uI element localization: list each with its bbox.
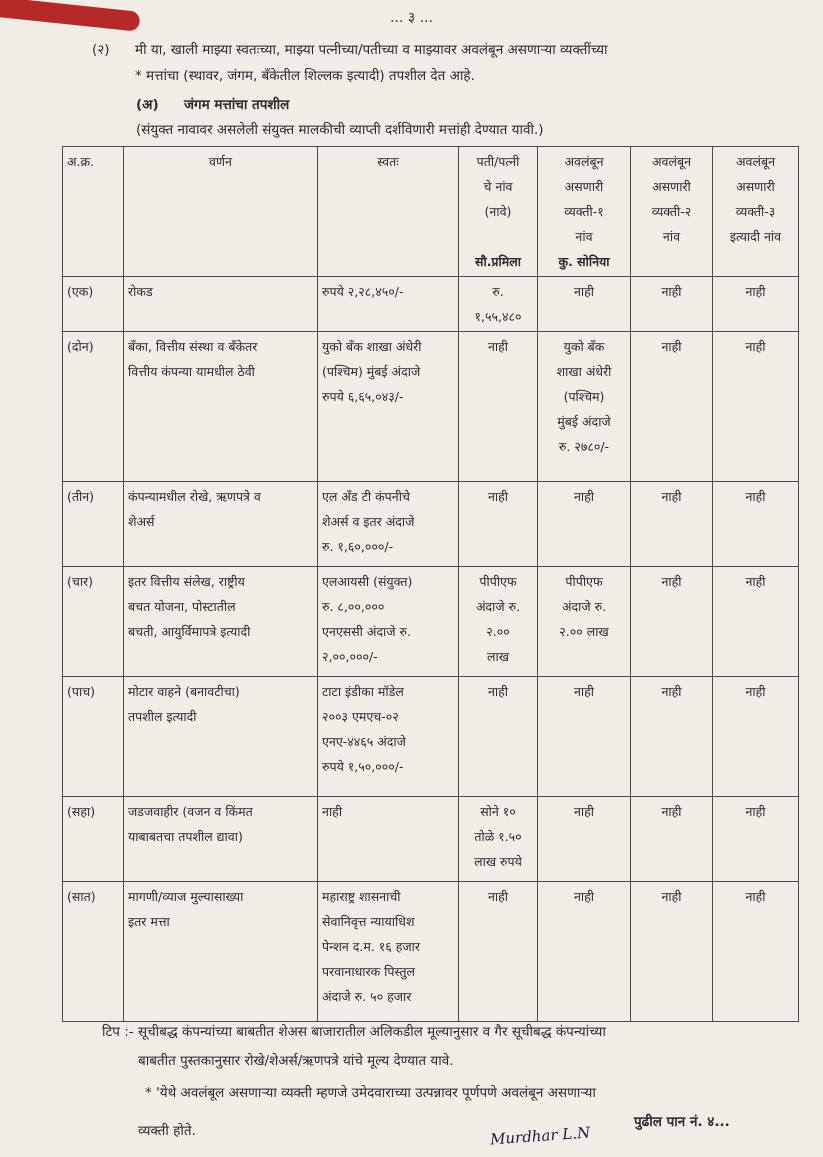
cell-description-line: तपशील इत्यादी bbox=[128, 709, 197, 724]
cell-dependent-3 bbox=[713, 567, 799, 677]
intro-line-1: मी या, खाली माझ्या स्वतःच्या, माझ्या पत्नीच्या/पतीच्या व माझ्यावर अवलंबून असणाऱ्या व्यक्तींच्या bbox=[135, 42, 608, 58]
cell-spouse-line: लाख रुपये bbox=[474, 854, 522, 869]
cell-self-line: एल अँड टी कंपनीचे bbox=[322, 489, 410, 504]
cell-self-line: नाही bbox=[322, 804, 343, 819]
cell-dependent-1-line: मुंबई अंदाजे bbox=[557, 414, 611, 429]
table-row bbox=[63, 332, 799, 482]
cell-dependent-1-line: नाही bbox=[573, 284, 595, 299]
cell-dependent-3-line: नाही bbox=[745, 339, 766, 354]
cell-self-line: एनए-४४६५ अंदाजे bbox=[322, 734, 406, 749]
table-row bbox=[63, 482, 799, 567]
cell-dependent-3-line: नाही bbox=[745, 284, 766, 299]
next-page-label: पुढील पान नं. ४... bbox=[634, 1114, 730, 1130]
cell-sr: (एक) bbox=[63, 277, 124, 332]
cell-dependent-1 bbox=[538, 332, 631, 482]
cell-dependent-2-line: नाही bbox=[661, 684, 682, 699]
table-row bbox=[63, 677, 799, 797]
cell-dependent-2 bbox=[631, 882, 713, 1022]
cell-dependent-1-line: अंदाजे रु. bbox=[561, 599, 607, 614]
cell-sr: (सहा) bbox=[63, 797, 124, 882]
header-dep3-line: इत्यादी नांव bbox=[729, 229, 782, 244]
cell-description-line: मागणी/व्याज मुल्यासाख्या bbox=[128, 889, 244, 904]
cell-dependent-3 bbox=[713, 882, 799, 1022]
cell-description bbox=[124, 677, 318, 797]
header-dep2-line: असणारी bbox=[652, 179, 691, 194]
cell-dependent-3-line: नाही bbox=[745, 804, 766, 819]
header-self: स्वतः bbox=[318, 147, 459, 277]
cell-dependent-2-line: नाही bbox=[661, 489, 682, 504]
cell-dependent-2 bbox=[631, 567, 713, 677]
header-description: वर्णन bbox=[124, 147, 318, 277]
table-row bbox=[63, 797, 799, 882]
cell-dependent-2 bbox=[631, 677, 713, 797]
header-dep3-line: असणारी bbox=[736, 179, 775, 194]
cell-spouse bbox=[459, 797, 538, 882]
cell-description-line: याबाबतचा तपशील द्यावा) bbox=[128, 829, 243, 844]
cell-description-line: वित्तीय कंपन्या यामधील ठेवी bbox=[128, 364, 255, 379]
cell-self-line: २,००,०००/- bbox=[322, 649, 378, 664]
cell-spouse-line: पीपीएफ bbox=[479, 574, 517, 589]
cell-spouse-line: २.०० bbox=[486, 624, 510, 639]
footer-note-line-1: * 'येथे अवलंबूल असणाऱ्या व्यक्ती म्हणजे उमेदवाराच्या उत्पन्नावर पूर्णपणे अवलंबून असणाऱ्या bbox=[145, 1085, 596, 1101]
movable-assets-table bbox=[62, 146, 799, 1022]
cell-dependent-3 bbox=[713, 277, 799, 332]
cell-description-line: रोकड bbox=[128, 284, 153, 299]
page-number: ... ३ ... bbox=[390, 10, 433, 26]
cell-self bbox=[318, 482, 459, 567]
cell-description-line: शेअर्स bbox=[128, 514, 155, 529]
header-dep3-line: व्यक्ती-३ bbox=[735, 204, 776, 219]
cell-dependent-1-line: नाही bbox=[573, 489, 595, 504]
cell-dependent-3-line: नाही bbox=[745, 574, 766, 589]
cell-dependent-3-line: नाही bbox=[745, 489, 766, 504]
cell-dependent-3 bbox=[713, 482, 799, 567]
cell-dependent-1 bbox=[538, 882, 631, 1022]
cell-self-line: एनएससी अंदाजे रु. bbox=[322, 624, 411, 639]
cell-sr: (सात) bbox=[63, 882, 124, 1022]
cell-self-line: (पश्चिम) मुंबई अंदाजे bbox=[322, 364, 421, 379]
cell-dependent-1-line: नाही bbox=[573, 684, 595, 699]
cell-description bbox=[124, 482, 318, 567]
intro-line-2: * मत्तांचा (स्थावर, जंगम, बँकेतील शिल्लक इत्यादी) तपशील देत आहे. bbox=[135, 68, 475, 84]
cell-spouse bbox=[459, 277, 538, 332]
cell-dependent-3 bbox=[713, 677, 799, 797]
header-spouse-line: चे नांव bbox=[483, 179, 513, 194]
header-dep1-line: असणारी bbox=[564, 179, 604, 194]
cell-sr: (चार) bbox=[63, 567, 124, 677]
cell-self-line: टाटा इंडीका मॉडेल bbox=[322, 684, 404, 699]
cell-spouse bbox=[459, 567, 538, 677]
cell-dependent-3 bbox=[713, 332, 799, 482]
cell-self-line: महाराष्ट्र शासनाची bbox=[322, 889, 401, 904]
cell-self-line: रु. १,६०,०००/- bbox=[322, 539, 394, 554]
cell-description-line: बचती, आयुर्विमापत्रे इत्यादी bbox=[128, 624, 251, 639]
cell-dependent-1 bbox=[538, 567, 631, 677]
cell-dependent-2-line: नाही bbox=[661, 339, 682, 354]
cell-description bbox=[124, 797, 318, 882]
cell-description bbox=[124, 277, 318, 332]
signature: Murdhar L.N bbox=[489, 1123, 591, 1149]
cell-spouse-line: नाही bbox=[487, 889, 509, 904]
cell-sr: (पाच) bbox=[63, 677, 124, 797]
header-dependent-2 bbox=[631, 147, 713, 277]
cell-description-line: कंपन्यामधील रोखे, ऋणपत्रे व bbox=[128, 489, 261, 504]
cell-spouse-line: तोळे १.५० bbox=[474, 829, 522, 844]
footer-tip-line-1: टिप :- सूचीबद्ध कंपन्यांच्या बाबतीत शेअस बाजारातील अलिकडील मूल्यानुसार व गैर सूचीबद्ध कंपन्यांच्या bbox=[102, 1024, 606, 1040]
header-dependent-3 bbox=[713, 147, 799, 277]
cell-description-line: मोटार वाहने (बनावटीचा) bbox=[128, 684, 240, 699]
header-dependent-1 bbox=[538, 147, 631, 277]
cell-dependent-1 bbox=[538, 677, 631, 797]
header-dep2-line: अवलंबून bbox=[651, 154, 692, 169]
cell-dependent-2 bbox=[631, 797, 713, 882]
cell-self bbox=[318, 567, 459, 677]
cell-description-line: इतर मत्ता bbox=[128, 914, 170, 929]
footer-note-line-2: व्यक्ती होते. bbox=[138, 1123, 196, 1139]
cell-spouse-line: नाही bbox=[487, 684, 509, 699]
cell-dependent-2-line: नाही bbox=[661, 889, 682, 904]
cell-dependent-2-line: नाही bbox=[661, 804, 682, 819]
intro-number: (२) bbox=[92, 42, 110, 58]
cell-description-line: बँका, वित्तीय संस्था व बँकेतर bbox=[128, 339, 258, 354]
cell-dependent-1-line: (पश्चिम) bbox=[563, 389, 605, 404]
cell-self bbox=[318, 332, 459, 482]
cell-self-line: एलआयसी (संयुक्त) bbox=[322, 574, 413, 589]
cell-self-line: शेअर्स व इतर अंदाजे bbox=[322, 514, 415, 529]
cell-description bbox=[124, 332, 318, 482]
cell-sr: (दोन) bbox=[63, 332, 124, 482]
cell-dependent-1-line: पीपीएफ bbox=[565, 574, 603, 589]
header-dep3-line: अवलंबून bbox=[735, 154, 776, 169]
cell-dependent-2-line: नाही bbox=[661, 574, 682, 589]
header-dep2-line: व्यक्ती-२ bbox=[651, 204, 692, 219]
cell-self-line: सेवानिवृत्त न्यायाधिश bbox=[322, 914, 415, 929]
cell-self-line: पेन्शन द.म. १६ हजार bbox=[322, 939, 421, 954]
cell-description-line: जडजवाहीर (वजन व किंमत bbox=[128, 804, 253, 819]
cell-spouse-line: नाही bbox=[487, 489, 509, 504]
cell-spouse bbox=[459, 882, 538, 1022]
header-dep1-line: नांव bbox=[575, 229, 593, 244]
cell-dependent-1-line: रु. २७८०/- bbox=[558, 439, 610, 454]
cell-dependent-1-line: शाखा अंधेरी bbox=[556, 364, 612, 379]
table-row bbox=[63, 882, 799, 1022]
cell-dependent-3-line: नाही bbox=[745, 684, 766, 699]
cell-self-line: रुपये ६,६५,०४३/- bbox=[322, 389, 404, 404]
cell-description bbox=[124, 882, 318, 1022]
cell-spouse bbox=[459, 332, 538, 482]
table-header-row bbox=[63, 147, 799, 277]
cell-description-line: बचत योजना, पोस्टातील bbox=[128, 599, 236, 614]
cell-self-line: २००३ एमएच-०२ bbox=[322, 709, 399, 724]
cell-spouse-line: लाख bbox=[487, 649, 509, 664]
table-row bbox=[63, 277, 799, 332]
cell-dependent-2 bbox=[631, 332, 713, 482]
header-dep1-line: अवलंबून bbox=[564, 154, 604, 169]
header-spouse-line: (नावे) bbox=[484, 204, 512, 219]
cell-spouse-line: नाही bbox=[487, 339, 509, 354]
cell-self bbox=[318, 882, 459, 1022]
header-sr: अ.क्र. bbox=[63, 147, 124, 277]
header-spouse bbox=[459, 147, 538, 277]
table-row bbox=[63, 567, 799, 677]
header-dep2-line: नांव bbox=[662, 229, 681, 244]
cell-dependent-1-line: युको बँक bbox=[563, 339, 605, 354]
section-note: (संयुक्त नावावर असलेली संयुक्त मालकीची व्याप्ती दर्शविणारी मत्तांही देण्यात यावी.) bbox=[136, 122, 544, 138]
cell-self-line: रु. ८,००,००० bbox=[322, 599, 385, 614]
cell-spouse-line: अंदाजे रु. bbox=[475, 599, 521, 614]
cell-self-line: अंदाजे रु. ५० हजार bbox=[322, 989, 412, 1004]
cell-self-line: रुपये २,२८,४५०/- bbox=[322, 284, 404, 299]
section-label: (अ) bbox=[136, 97, 159, 113]
cell-dependent-1-line: नाही bbox=[573, 889, 595, 904]
cell-dependent-1 bbox=[538, 277, 631, 332]
cell-self bbox=[318, 677, 459, 797]
header-spouse-name: सौ.प्रमिला bbox=[475, 254, 521, 269]
section-title: जंगम मत्तांचा तपशील bbox=[184, 97, 290, 113]
cell-self bbox=[318, 277, 459, 332]
cell-self-line: युको बँक शाखा अंधेरी bbox=[322, 339, 422, 354]
cell-dependent-1-line: नाही bbox=[573, 804, 595, 819]
footer-tip-line-2: बाबतीत पुस्तकानुसार रोखे/शेअर्स/ऋणपत्रे यांचे मूल्य देण्यात यावे. bbox=[138, 1053, 454, 1069]
cell-description bbox=[124, 567, 318, 677]
cell-dependent-2 bbox=[631, 482, 713, 567]
cell-description-line: इतर वित्तीय संलेख, राष्ट्रीय bbox=[128, 574, 245, 589]
cell-spouse bbox=[459, 677, 538, 797]
cell-spouse-line: रु. bbox=[492, 284, 504, 299]
header-spouse-line: पती/पत्नी bbox=[476, 154, 520, 169]
header-dep1-name: कु. सोनिया bbox=[558, 254, 610, 269]
cell-spouse bbox=[459, 482, 538, 567]
cell-dependent-1-line: २.०० लाख bbox=[559, 624, 609, 639]
cell-self-line: परवानाधारक पिस्तुल bbox=[322, 964, 415, 979]
cell-spouse-line: १,५५,४८० bbox=[474, 309, 522, 324]
cell-dependent-3-line: नाही bbox=[745, 889, 766, 904]
header-dep1-line: व्यक्ती-१ bbox=[564, 204, 604, 219]
cell-dependent-3 bbox=[713, 797, 799, 882]
cell-self bbox=[318, 797, 459, 882]
cell-self-line: रुपये १,५०,०००/- bbox=[322, 759, 404, 774]
cell-dependent-1 bbox=[538, 797, 631, 882]
cell-sr: (तीन) bbox=[63, 482, 124, 567]
cell-dependent-2 bbox=[631, 277, 713, 332]
cell-dependent-1 bbox=[538, 482, 631, 567]
cell-spouse-line: सोने १० bbox=[480, 804, 516, 819]
cell-dependent-2-line: नाही bbox=[661, 284, 682, 299]
